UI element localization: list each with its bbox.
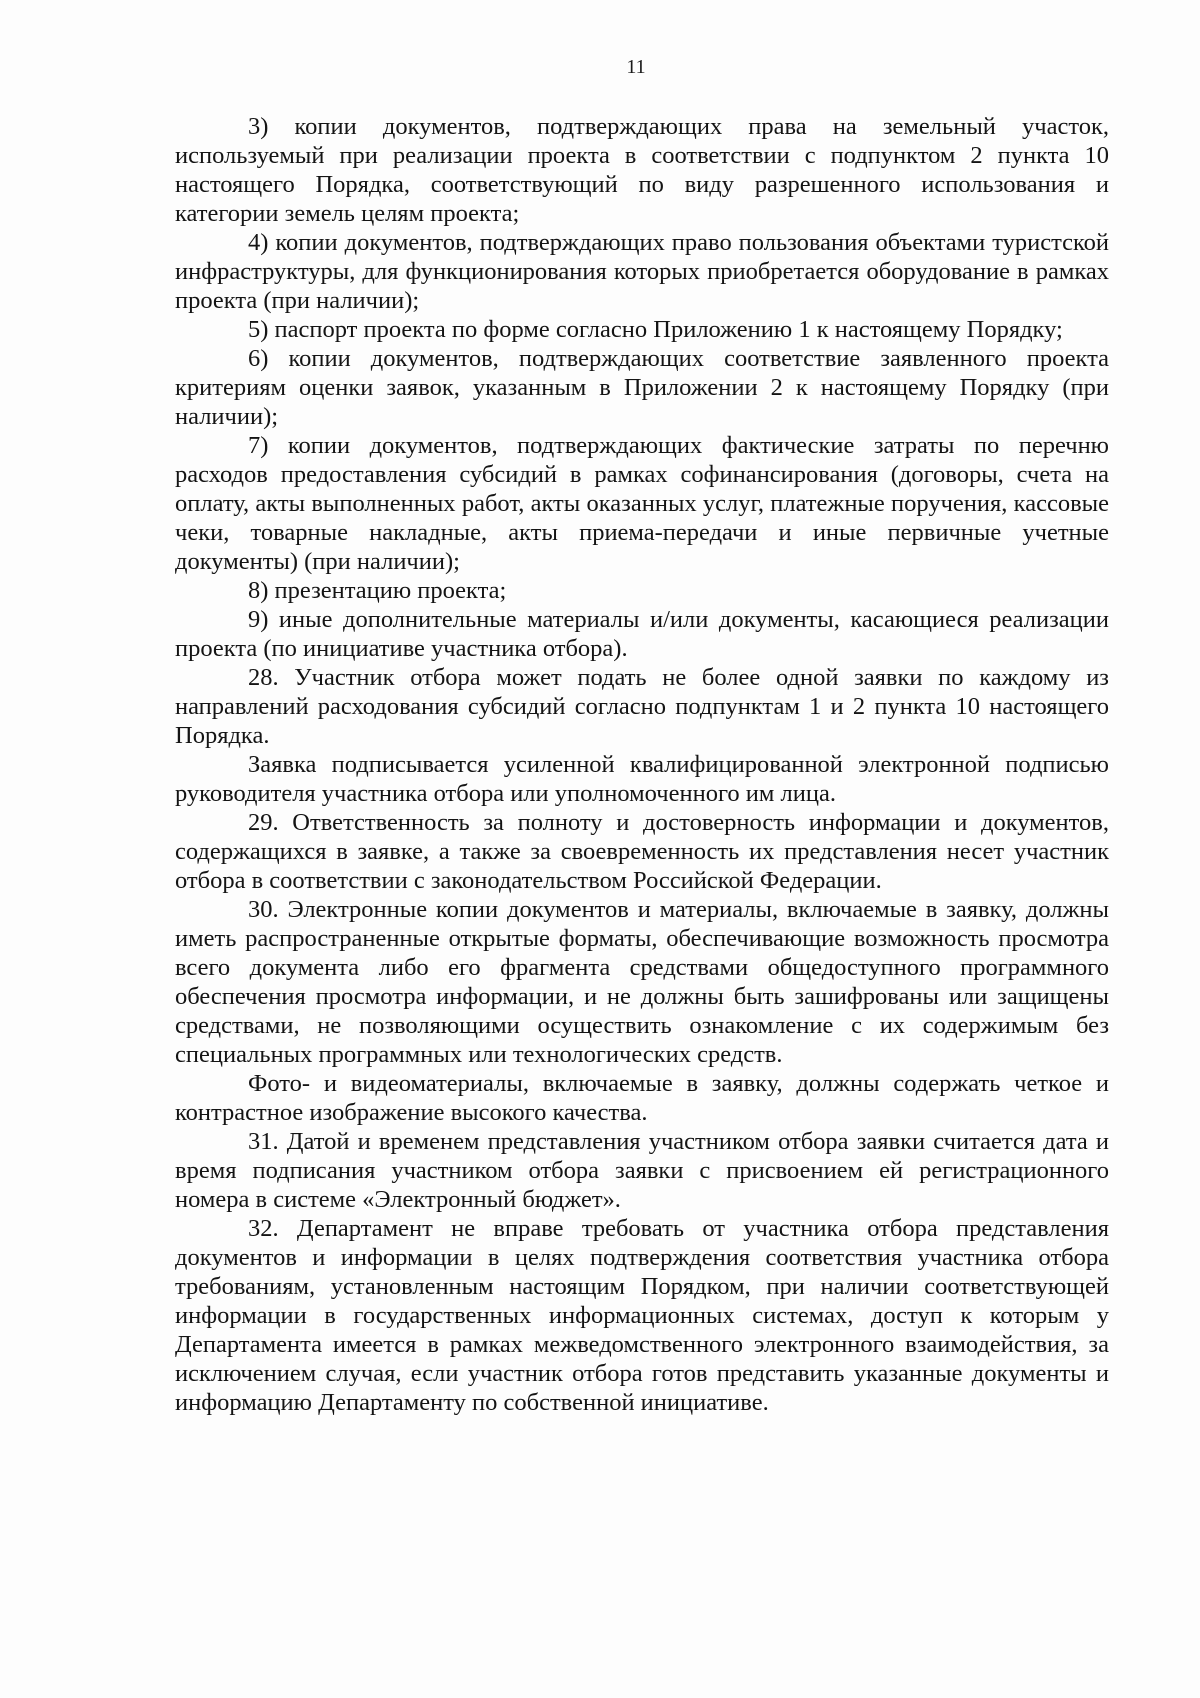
paragraph-item-8: 8) презентацию проекта;: [248, 577, 507, 604]
paragraph-section-31: 31. Датой и временем представления участником отбора заявки считается дата и время подписания участником отбора заявки с присвоением ей регистрационного номера в системе «Электронный бюджет».: [175, 1128, 1109, 1213]
paragraph-section-32: 32. Департамент не вправе требовать от участника отбора представления документов и информации в целях подтверждения соответствия участника отбора требованиям, установленным настоящим Порядком, при наличии соответствующей информации в государственных информационных системах, доступ к которым у Департамента имеется в рамках межведомственного электронного взаимодействия, за исключением случая, если участник отбора готов представить указанные документы и информацию Департаменту по собственной инициативе.: [175, 1215, 1109, 1416]
document-body: [175, 112, 1109, 1417]
page-number: 11: [626, 56, 646, 78]
paragraph-item-7: 7) копии документов, подтверждающих фактические затраты по перечню расходов предоставления субсидий в рамках софинансирования (договоры, счета на оплату, акты выполненных работ, акты оказанных услуг, платежные поручения, кассовые чеки, товарные накладные, акты приема-передачи и иные первичные учетные документы) (при наличии);: [175, 432, 1109, 575]
paragraph-section-28: 28. Участник отбора может подать не более одной заявки по каждому из направлений расходования субсидий согласно подпунктам 1 и 2 пункта 10 настоящего Порядка.: [175, 664, 1109, 749]
paragraph-signature-note: Заявка подписывается усиленной квалифицированной электронной подписью руководителя участника отбора или уполномоченного им лица.: [175, 751, 1109, 807]
paragraph-section-30: 30. Электронные копии документов и материалы, включаемые в заявку, должны иметь распространенные открытые форматы, обеспечивающие возможность просмотра всего документа либо его фрагмента средствами общедоступного программного обеспечения просмотра информации, и не должны быть зашифрованы или защищены средствами, не позволяющими осуществить ознакомление с их содержимым без специальных программных или технологических средств.: [175, 896, 1109, 1068]
paragraph-item-9: 9) иные дополнительные материалы и/или документы, касающиеся реализации проекта (по инициативе участника отбора).: [175, 606, 1109, 662]
paragraph-item-4: 4) копии документов, подтверждающих право пользования объектами туристской инфраструктуры, для функционирования которых приобретается оборудование в рамках проекта (при наличии);: [175, 229, 1109, 314]
paragraph-section-29: 29. Ответственность за полноту и достоверность информации и документов, содержащихся в заявке, а также за своевременность их представления несет участник отбора в соответствии с законодательством Российской Федерации.: [175, 809, 1109, 894]
paragraph-item-5: 5) паспорт проекта по форме согласно Приложению 1 к настоящему Порядку;: [248, 316, 1063, 343]
paragraph-item-3: 3) копии документов, подтверждающих права на земельный участок, используемый при реализации проекта в соответствии с подпунктом 2 пункта 10 настоящего Порядка, соответствующий по виду разрешенного использования и категории земель целям проекта;: [175, 113, 1109, 227]
paragraph-media-note: Фото- и видеоматериалы, включаемые в заявку, должны содержать четкое и контрастное изображение высокого качества.: [175, 1070, 1109, 1126]
paragraph-item-6: 6) копии документов, подтверждающих соответствие заявленного проекта критериям оценки заявок, указанным в Приложении 2 к настоящему Порядку (при наличии);: [175, 345, 1109, 430]
